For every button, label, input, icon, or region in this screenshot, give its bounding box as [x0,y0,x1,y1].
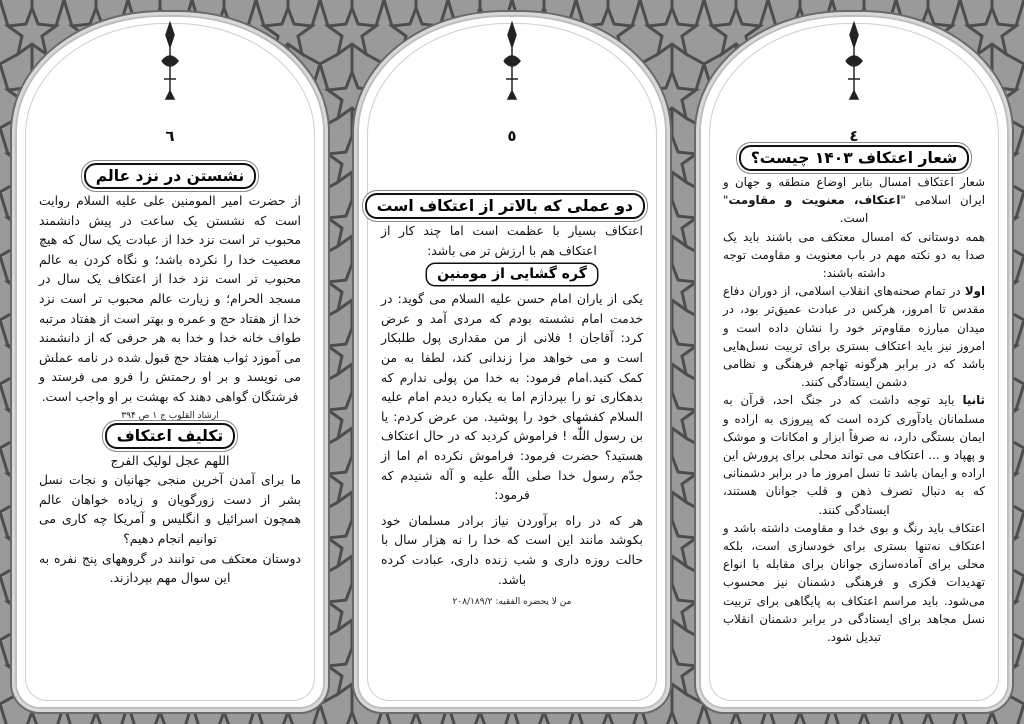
section-title: شعار اعتکاف ۱۴۰۳ چیست؟ [741,147,968,169]
slogan-text: اعتکاف، معنویت و مقاومت [728,193,901,208]
body-text-intro: شعار اعتکاف امسال بنابر اوضاع منطقه و جهان و ایران اسلامی "اعتکاف، معنویت و مقاومت" است. [723,175,985,226]
body-text-3: دوستان معتکف می توانند در گروههای پنج نفره به این سوال مهم بپردازند. [39,550,301,586]
page-number: ٦ [165,127,175,145]
source-citation: من لا یحضره الفقیه: ۲۰۸/۱۸۹/۲ [452,597,572,608]
section-subtitle: گره گشایی از مومنین [427,264,597,285]
point-label-second: ثانیا [962,393,985,408]
section-title: دو عملی که بالاتر از اعتکاف است [367,195,643,217]
body-text-2: ما برای آمدن آخرین منجی جهانیان و نجات نسل بشر از دست زورگویان و زیاده خواهان عالم همچون اسرائیل و انگلیس و آمریکا چه کاری می توانیم انجام دهیم؟ [39,472,301,546]
page-panel-5 [354,12,670,712]
body-text: اعتکاف بسیار با عظمت است اما چند کار از اعتکاف هم با ارزش تر می باشد: [381,223,643,258]
body-text-2: همه دوستانی که امسال معتکف می باشند باید یک صدا به دو نکته مهم در باب معنویت و مقاومت توجه داشته باشند: [723,229,985,281]
body-text-last: اعتکاف باید رنگ و بوی خدا و مقاومت داشته باشد و اعتکاف نه‌تنها بستری برای خودسازی است، بلکه محلی برای آماده‌سازی جوانان برای مقابله با انواع تهدیدات فکری و فرهنگی دشمنان نیز محسوب می‌شود. باید مراسم اعتکاف به پایگاهی برای تربیت نسل مجاهد برای ایستادگی در برابر دشمنان انقلاب تبدیل شود. [723,520,985,645]
hadith-text: هر که در راه برآوردن نیاز برادر مسلمان خود بکوشد مانند این است که خدا را نه هزار سال با حالت روزه داری و شب زنده داری، عبادت کرده باشد. [381,512,643,587]
point-label-first: اولا [964,284,985,299]
ornament-icon [834,21,874,101]
page-panel-4 [696,12,1012,712]
page-number: ٥ [507,127,517,145]
point-second: ثانیا باید توجه داشت که در جنگ احد، قرآن به مسلمانان یادآوری کرده است که پیروزی به اراده و ایمان بستگی دارد، نه صرفاً ابزار و امکانات و موشک و پهپاد و ... اعتکاف می تواند محلی برای پرورش این اراده و ایمان باشد تا نسل امروز ما در برابر دشمنانی که به دنبال تصرف ذهن و قلب جوانان هستند، ایستادگی کنند. [723,393,985,517]
story-text: یکی از یاران امام حسن علیه السلام می گوید: در خدمت امام نشسته بودم که مردی آمد و عرض کرد: آقاجان ! فلانی از من مقداری پول طلبکار است و می خواهد مرا زندانی کند، لطفا به من کمک کنید.امام فرمود: به خدا من پولی ندارم که بدهکاری تو را بپردازم اما به یکباره دیدم امام علیه السلام کفشهای خود را پوشید. من عرض کردم: یا بن رسول اللّٰه ! فراموش کردید که در حال اعتکاف هستید؟ حضرت فرمود: فراموش نکرده ام اما از جدّم رسول خدا صلی اللّٰه علیه و آله شنیدم که فرمود: [381,291,643,503]
ornament-icon [492,21,532,101]
section-title-2: تکلیف اعتکاف [107,425,233,447]
page-panel-6 [12,12,328,712]
point-first: اولا در تمام صحنه‌های انقلاب اسلامی، از دوران دفاع مقدس تا امروز، هرکس در عبادت عمیق‌تر بود، در میدان مبارزه مقاوم‌تر خود را نشان داده است و امروز نیز باید اعتکاف بستری برای تربیت نسل‌هایی باشد که در برابر هرگونه تهاجم فرهنگی و نظامی دشمن ایستادگی کنند. [723,284,985,390]
page-number: ٤ [849,127,859,145]
ornament-icon [150,21,190,101]
prayer-text: اللهم عجل لولیک الفرج [110,452,230,468]
body-text: از حضرت امیر المومنین علی علیه السلام روایت است که نشستن یک ساعت در پیش دانشمند محبوب تر است نزد خدا از عبادت یک سال که هیچ معصیت خدا را نکرده باشد؛ و نگاه کردن به عالم محبوب تر است نزد خدا از اعتکاف یک سال در مسجد الحرام؛ و زیارت عالم محبوب تر است نزد خدا از هفتاد حج و عمره و بهتر است از هفتاد مرتبه طواف خانه خدا و خدا به هر حرفی که از دانشمند می آموزد ثواب هفتاد حج قبول شده در نامه عملش می نویسد و بر او رحمتش را فرو می فرستد و فرشتگان گواهی دهند که بهشت بر او واجب است. [39,193,301,404]
source-citation: ارشاد القلوب ج ۱ ص ۳۹۴ [121,410,219,421]
section-title: نشستن در نزد عالم [86,165,255,187]
